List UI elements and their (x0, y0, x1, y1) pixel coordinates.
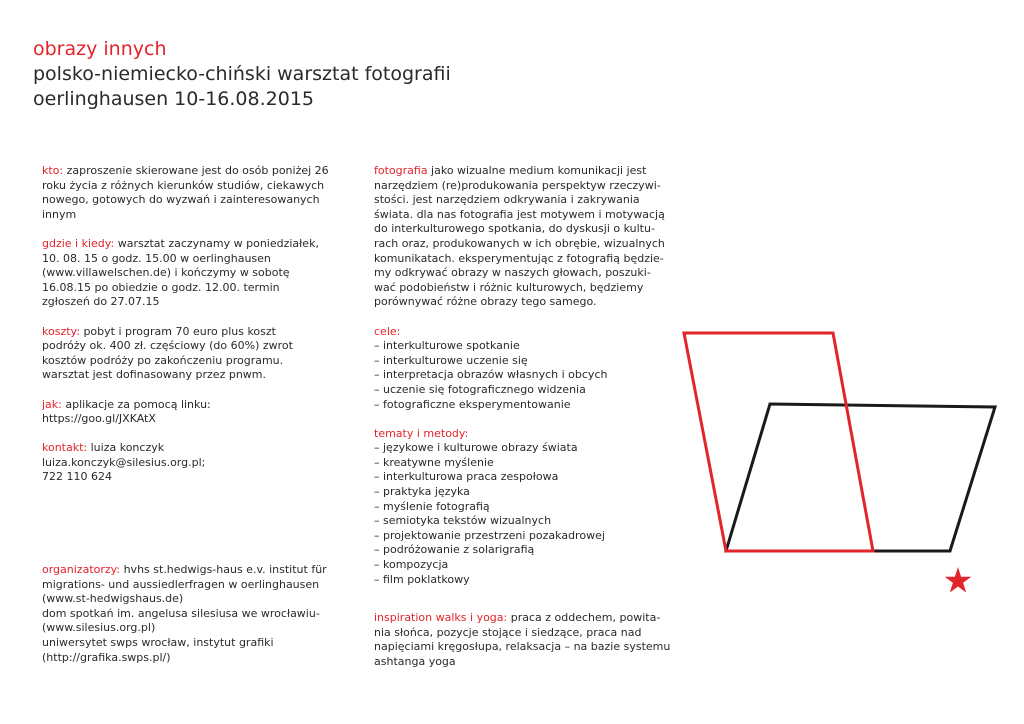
goals-label: cele: (374, 324, 401, 338)
who-text-1: zaproszenie skierowane jest do osób poniżej 26 (63, 164, 329, 177)
where-when-label: gdzie i kiedy: (42, 236, 115, 250)
list-item: – semiotyka tekstów wizualnych (374, 514, 552, 528)
walks-yoga-text-4: ashtanga yoga (374, 654, 456, 668)
organizers-text-2: migrations- und aussiedlerfragen w oerlinghausen (42, 577, 320, 591)
event-subtitle: polsko-niemiecko-chiński warsztat fotografii (33, 63, 451, 85)
organizers-text-1: hvhs st.hedwigs-haus e.v. institut für (120, 563, 327, 576)
contact-name: luiza konczyk (87, 441, 165, 455)
list-item: – interkulturowe spotkanie (374, 339, 520, 353)
costs-text-1: pobyt i program 70 euro plus koszt (79, 324, 276, 338)
walks-yoga-text-2: nia słońca, pozycje stojące i siedzące, praca nad (374, 625, 642, 639)
walks-yoga-text-3: napięciami kręgosłupa, relaksacja – na bazie systemu (374, 640, 671, 654)
organizers-text-6: uniwersytet swps wrocław, instytut grafiki (42, 635, 274, 649)
event-dates: oerlinghausen 10-16.08.2015 (33, 88, 315, 110)
list-item: – fotograficzne eksperymentowanie (374, 397, 571, 411)
list-item: – interkulturowa praca zespołowa (374, 470, 559, 484)
photography-text-7: komunikatach. eksperymentując z fotografią będzie- (374, 251, 664, 265)
photography-text-10: porównywać różne obrazy tego samego. (374, 295, 597, 309)
costs-text-2: podróży ok. 400 zł. częściowy (do 60%) zwrot (42, 339, 293, 353)
photography-text-4: świata. dla nas fotografia jest motywem i motywacją (374, 207, 665, 221)
costs-text-4: warsztat jest dofinasowany przez pnwm. (42, 368, 267, 382)
photography-text-1: jako wizualne medium komunikacji jest (427, 164, 647, 177)
where-when-text-2: 10. 08. 15 o godz. 15.00 w oerlinghausen (42, 251, 271, 265)
who-text-3: nowego, gotowych do wyzwań i zainteresowanych (42, 193, 320, 207)
list-item: – projektowanie przestrzeni pozakadrowej (374, 528, 605, 542)
list-item: – językowe i kulturowe obrazy świata (374, 441, 578, 455)
list-item: – podróżowanie z solarigrafią (374, 543, 535, 557)
organizers-link-3[interactable]: (http://grafika.swps.pl/) (42, 650, 171, 664)
photography-text-9: wać podobieństw i różnic kulturowych, będziemy (374, 280, 644, 294)
event-title: obrazy innych (33, 38, 167, 60)
where-when-text-4: 16.08.15 po obiedzie o godz. 12.00. termin (42, 280, 280, 294)
list-item: – kreatywne myślenie (374, 455, 494, 469)
walks-yoga-text-1: praca z oddechem, powita- (507, 611, 661, 624)
who-text-2: roku życia z różnych kierunków studiów, ciekawych (42, 178, 325, 192)
photography-text-5: do interkulturowego spotkania, do dyskusji o kultu- (374, 222, 655, 236)
photography-text-2: narzędziem (re)produkowania perspektyw rzeczywi- (374, 178, 661, 192)
photography-label: fotografia (374, 164, 428, 177)
photography-text-6: rach oraz, produkowanych w ich obrębie, wizualnych (374, 236, 665, 250)
photography-text-8: my odkrywać obrazy w naszych głowach, poszuki- (374, 266, 651, 280)
contact-label: kontakt: (42, 441, 88, 455)
topics-label: tematy i metody: (374, 426, 469, 440)
list-item: – interpretacja obrazów własnych i obcych (374, 368, 608, 382)
who-text-4: innym (42, 207, 77, 221)
list-item: – interkulturowe uczenie się (374, 353, 528, 367)
organizers-text-4: dom spotkań im. angelusa silesiusa we wrocławiu- (42, 606, 320, 620)
costs-label: koszty: (42, 324, 80, 338)
contact-phone: 722 110 624 (42, 470, 112, 484)
how-text-1: aplikacje za pomocą linku: (61, 397, 211, 411)
star-icon (945, 567, 972, 593)
organizers-link-2[interactable]: (www.silesius.org.pl) (42, 621, 156, 635)
list-item: – uczenie się fotograficznego widzenia (374, 382, 586, 396)
list-item: – kompozycja (374, 558, 449, 572)
organizers-label: organizatorzy: (42, 563, 121, 576)
organizers-link-1[interactable]: (www.st-hedwigshaus.de) (42, 592, 184, 606)
how-label: jak: (42, 397, 62, 411)
where-when-text-1: warsztat zaczynamy w poniedziałek, (114, 236, 319, 250)
who-label: kto: (42, 164, 64, 177)
list-item: – film poklatkowy (374, 572, 470, 586)
where-when-text-5: zgłoszeń do 27.07.15 (42, 295, 160, 309)
red-parallelogram (684, 333, 873, 551)
list-item: – praktyka języka (374, 485, 470, 499)
list-item: – myślenie fotografią (374, 499, 490, 513)
where-when-text-3: (www.villawelschen.de) i kończymy w sobotę (42, 266, 290, 280)
photography-text-3: stości. jest narzędziem odkrywania i zakrywania (374, 193, 640, 207)
application-link[interactable]: https://goo.gl/JXKAtX (42, 412, 156, 426)
walks-yoga-label: inspiration walks i yoga: (374, 611, 508, 624)
contact-email[interactable]: luiza.konczyk@silesius.org.pl; (42, 455, 206, 469)
costs-text-3: kosztów podróży po zakończeniu programu. (42, 353, 284, 367)
